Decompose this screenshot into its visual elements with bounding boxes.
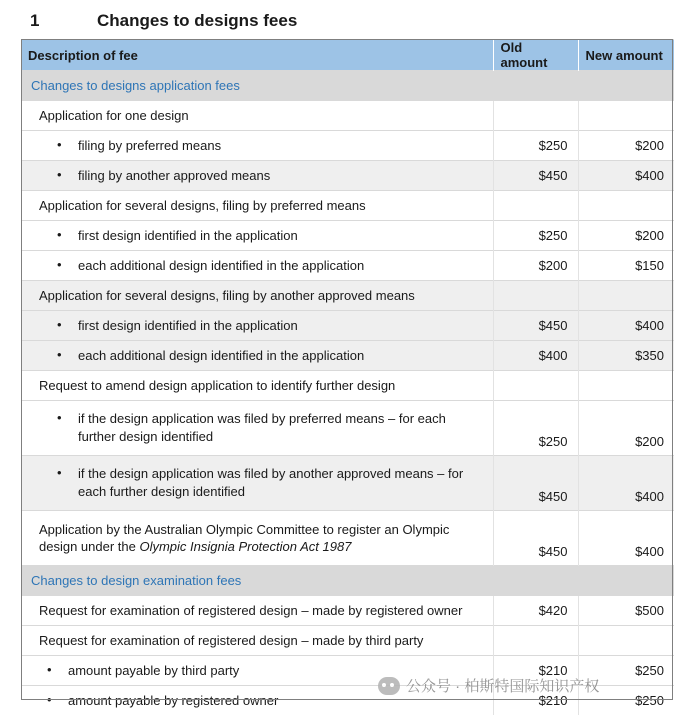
table-row <box>21 511 674 566</box>
row-description: Request for examination of registered design – made by third party <box>21 626 493 656</box>
watermark <box>378 675 599 696</box>
row-description: each additional design identified in the application <box>78 257 365 273</box>
section-row-application-fees <box>21 71 674 101</box>
row-description-cell <box>21 456 493 511</box>
old-amount-cell: $250 <box>493 221 578 251</box>
row-description: amount payable by registered owner <box>68 692 279 708</box>
table-header-row <box>21 40 674 71</box>
old-amount-cell <box>493 101 578 131</box>
section-title: Changes to designs fees <box>97 11 298 30</box>
old-amount-cell <box>493 371 578 401</box>
new-amount-cell <box>578 371 674 401</box>
table-row <box>21 251 674 281</box>
row-description-cell <box>21 401 493 456</box>
fees-table <box>21 39 674 715</box>
section-number: 1 <box>30 11 40 30</box>
new-amount-cell: $150 <box>578 251 674 281</box>
row-description: filing by preferred means <box>78 137 222 153</box>
row-description: Application for one design <box>21 101 493 131</box>
table-row <box>21 311 674 341</box>
old-amount-cell: $250 <box>493 401 578 456</box>
row-description: Request to amend design application to identify further design <box>21 371 493 401</box>
old-amount-cell <box>493 191 578 221</box>
watermark-text: 公众号 · 柏斯特国际知识产权 <box>406 678 600 695</box>
row-description-cell <box>21 131 493 161</box>
row-description <box>21 511 493 566</box>
table-row <box>21 191 674 221</box>
header-description: Description of fee <box>21 40 493 71</box>
row-description: first design identified in the application <box>78 227 298 243</box>
bullet-icon: • <box>57 256 62 272</box>
row-description: if the design application was filed by another approved means – for each further design identified <box>78 466 464 499</box>
old-amount-cell: $450 <box>493 161 578 191</box>
table-row <box>21 626 674 656</box>
new-amount-cell: $400 <box>578 161 674 191</box>
header-old-amount: Old amount <box>493 40 578 71</box>
table-row <box>21 221 674 251</box>
table-row <box>21 281 674 311</box>
old-amount-cell: $400 <box>493 341 578 371</box>
row-description-cell <box>21 221 493 251</box>
row-description: if the design application was filed by preferred means – for each further design identified <box>78 411 446 444</box>
row-description-cell <box>21 161 493 191</box>
row-description: filing by another approved means <box>78 167 271 183</box>
table-row <box>21 161 674 191</box>
row-description: first design identified in the application <box>78 317 298 333</box>
row-description: Application for several designs, filing by another approved means <box>21 281 493 311</box>
row-description: each additional design identified in the application <box>78 347 365 363</box>
section-title-examination-fees: Changes to design examination fees <box>21 566 674 596</box>
table-row <box>21 341 674 371</box>
bullet-icon: • <box>57 410 62 425</box>
bullet-icon: • <box>47 691 52 707</box>
new-amount-cell: $200 <box>578 401 674 456</box>
old-amount-cell: $420 <box>493 596 578 626</box>
table-row <box>21 401 674 456</box>
old-amount-cell: $450 <box>493 511 578 566</box>
old-amount-cell <box>493 281 578 311</box>
section-row-examination-fees <box>21 566 674 596</box>
new-amount-cell <box>578 281 674 311</box>
new-amount-cell: $400 <box>578 456 674 511</box>
old-amount-cell <box>493 626 578 656</box>
table-row <box>21 101 674 131</box>
old-amount-cell: $210 <box>493 656 578 686</box>
old-amount-cell: $450 <box>493 311 578 341</box>
table-row <box>21 131 674 161</box>
row-description-cell <box>21 311 493 341</box>
new-amount-cell <box>578 191 674 221</box>
old-amount-cell: $210 <box>493 686 578 715</box>
section-title-application-fees: Changes to designs application fees <box>21 71 674 101</box>
row-description-cell <box>21 341 493 371</box>
row-description: Application for several designs, filing by preferred means <box>21 191 493 221</box>
row-description-text: Application by the Australian Olympic Committee to register an Olympic design under the <box>39 522 450 554</box>
section-heading <box>30 8 297 34</box>
row-description-cell <box>21 251 493 281</box>
bullet-icon: • <box>47 661 52 677</box>
new-amount-cell: $200 <box>578 221 674 251</box>
bullet-icon: • <box>57 226 62 242</box>
new-amount-cell: $250 <box>578 686 674 715</box>
old-amount-cell: $250 <box>493 131 578 161</box>
new-amount-cell: $350 <box>578 341 674 371</box>
new-amount-cell: $400 <box>578 311 674 341</box>
new-amount-cell <box>578 626 674 656</box>
bullet-icon: • <box>57 166 62 182</box>
old-amount-cell: $450 <box>493 456 578 511</box>
new-amount-cell: $250 <box>578 656 674 686</box>
new-amount-cell: $500 <box>578 596 674 626</box>
act-title: Olympic Insignia Protection Act 1987 <box>139 539 352 554</box>
new-amount-cell: $400 <box>578 511 674 566</box>
bullet-icon: • <box>57 136 62 152</box>
header-new-amount: New amount <box>578 40 674 71</box>
bullet-icon: • <box>57 346 62 362</box>
table-row <box>21 456 674 511</box>
table-row <box>21 371 674 401</box>
new-amount-cell: $200 <box>578 131 674 161</box>
old-amount-cell: $200 <box>493 251 578 281</box>
new-amount-cell <box>578 101 674 131</box>
row-description: amount payable by third party <box>68 662 240 678</box>
table-row <box>21 596 674 626</box>
bullet-icon: • <box>57 465 62 480</box>
bullet-icon: • <box>57 316 62 332</box>
wechat-icon <box>378 677 400 695</box>
row-description: Request for examination of registered design – made by registered owner <box>21 596 493 626</box>
